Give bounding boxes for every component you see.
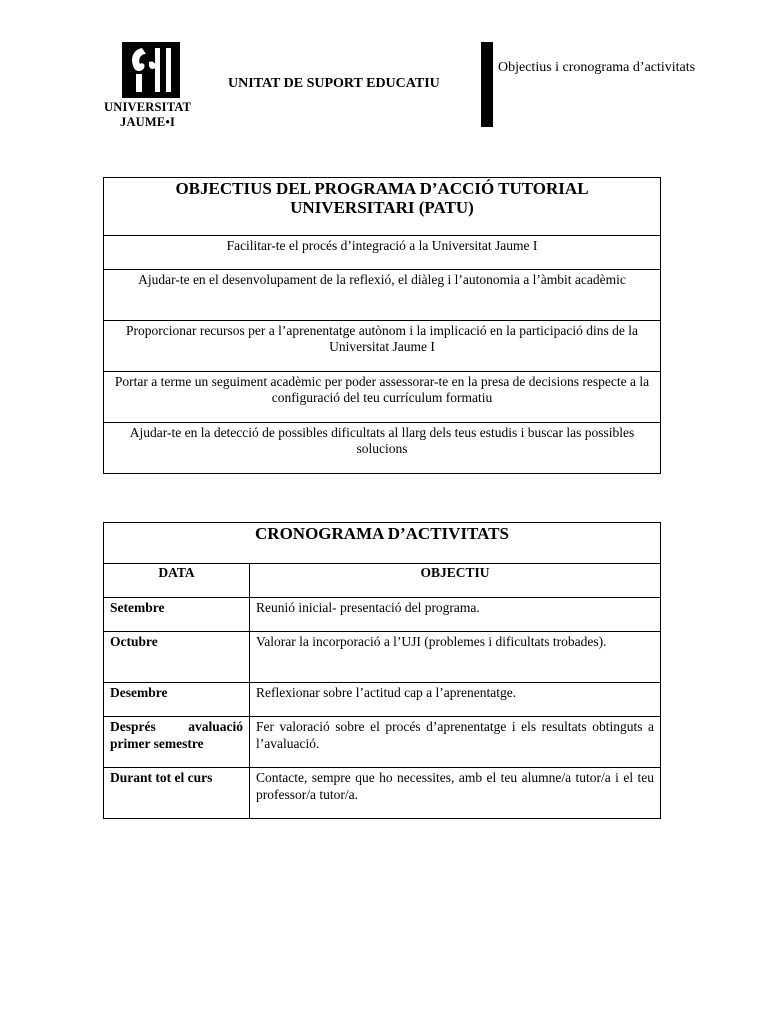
schedule-objective: Valorar la incorporació a l’UJI (problemes i dificultats trobades). xyxy=(250,632,661,683)
objectives-title: OBJECTIUS DEL PROGRAMA D’ACCIÓ TUTORIAL UNIVERSITARI (PATU) xyxy=(104,178,661,236)
schedule-objective: Reflexionar sobre l’actitud cap a l’aprenentatge. xyxy=(250,683,661,717)
schedule-date: Després avaluació primer semestre xyxy=(104,717,250,768)
schedule-objective: Contacte, sempre que ho necessites, amb el teu alumne/a tutor/a i el teu professor/a tutor/a. xyxy=(250,768,661,819)
objective-item: Ajudar-te en la detecció de possibles dificultats al llarg dels teus estudis i buscar las possibles solucions xyxy=(104,423,661,474)
objective-item: Portar a terme un seguiment acadèmic per poder assessorar-te en la presa de decisions respecte a la configuració del teu currículum formatiu xyxy=(104,372,661,423)
table-row xyxy=(104,768,661,819)
schedule-date: Octubre xyxy=(104,632,250,683)
document-title: Objectius i cronograma d’activitats xyxy=(498,60,696,75)
schedule-objective: Fer valoració sobre el procés d’aprenentatge i els resultats obtinguts a l’avaluació. xyxy=(250,717,661,768)
objective-item: Proporcionar recursos per a l’aprenentatge autònom i la implicació en la participació dins de la Universitat Jaume I xyxy=(104,321,661,372)
university-logo xyxy=(104,42,200,130)
schedule-date: Desembre xyxy=(104,683,250,717)
schedule-date: Setembre xyxy=(104,598,250,632)
objectives-table xyxy=(103,177,661,474)
schedule-objective: Reunió inicial- presentació del programa. xyxy=(250,598,661,632)
column-header-objective: OBJECTIU xyxy=(250,564,661,598)
logo-text-line1: UNIVERSITAT xyxy=(104,100,192,114)
table-row xyxy=(104,717,661,768)
objective-item: Ajudar-te en el desenvolupament de la reflexió, el diàleg i l’autonomia a l’àmbit acadèmic xyxy=(104,270,661,321)
table-row xyxy=(104,683,661,717)
table-row xyxy=(104,598,661,632)
table-row xyxy=(104,632,661,683)
schedule-title: CRONOGRAMA D’ACTIVITATS xyxy=(104,523,661,564)
header-divider xyxy=(481,42,493,127)
column-header-date: DATA xyxy=(104,564,250,598)
schedule-table xyxy=(103,522,661,819)
objective-item: Facilitar-te el procés d’integració a la Universitat Jaume I xyxy=(104,236,661,270)
schedule-date: Durant tot el curs xyxy=(104,768,250,819)
logo-text-line2: JAUME•I xyxy=(120,115,176,129)
university-emblem-icon xyxy=(122,42,180,98)
unit-title: UNITAT DE SUPORT EDUCATIU xyxy=(228,76,440,91)
